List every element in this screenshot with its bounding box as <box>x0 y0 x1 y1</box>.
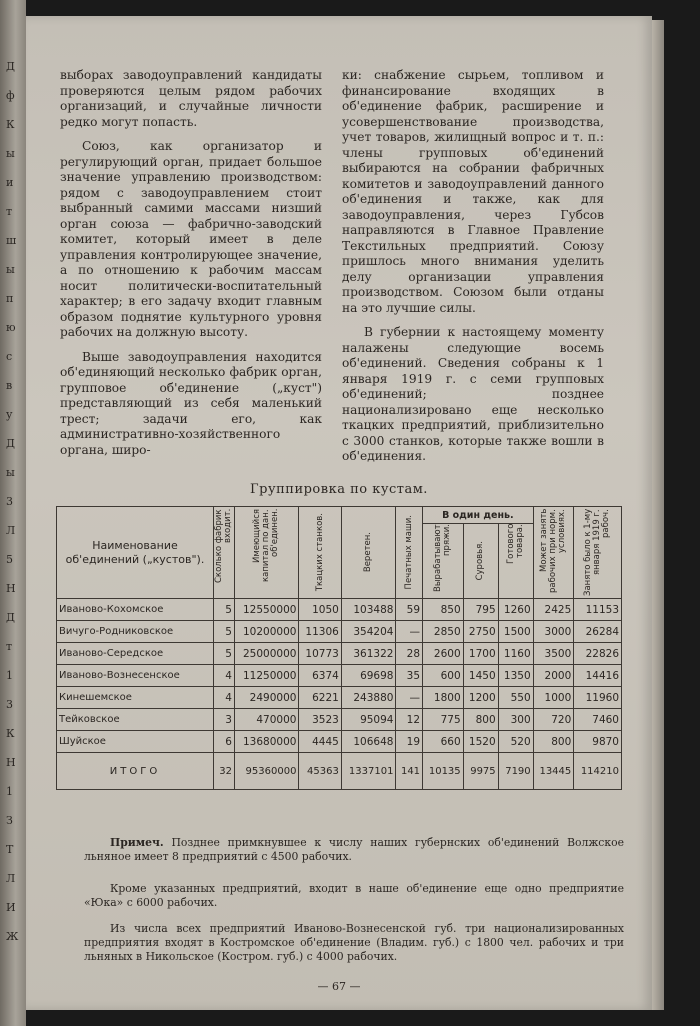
column-header: Ткацких станков. <box>299 507 341 599</box>
page-stack-edge <box>652 20 664 1010</box>
row-name: Вичуго-Родниковское <box>57 621 214 643</box>
table-cell: 25000000 <box>234 643 298 665</box>
left-page-fragment: Л <box>6 872 16 885</box>
left-page-fragment: И <box>6 901 16 914</box>
left-page-fragment: 3 <box>6 698 13 711</box>
row-name: Шуйское <box>57 731 214 753</box>
table-cell: 2850 <box>423 621 464 643</box>
table-cell: 9870 <box>574 731 622 753</box>
table-cell: 243880 <box>341 687 396 709</box>
paragraph: В губернии к настоящему моменту налажены следующие восемь об'единений. Сведения собраны к 1 января 1919 г. с семи групповых об'единений; позднее национализировано еще несколько ткацких предприятий, приблизительно с 3000 станков, которые также вошли в об'единения. <box>342 325 604 463</box>
table-cell: 800 <box>463 709 498 731</box>
table-cell: 1350 <box>498 665 533 687</box>
table-cell: 11306 <box>299 621 341 643</box>
left-page-fragment: Т <box>6 843 14 856</box>
paragraph: Союз, как организатор и регулирующий орган, придает большое значение управлению производством: рядом с заводоуправлением стоит выбранный самими массами низший орган союза — фабрично-заводский комитет, который имеет в деле управления контролирующее значение, а по отношению к рабочим массам носит политически-воспитательный характер; в его задачу входит главным образом поднятие культурного уровня рабочих на должную высоту. <box>60 139 322 339</box>
left-page-fragment: Л <box>6 524 16 537</box>
paragraph: выборах заводоуправлений кандидаты проверяются целым рядом рабочих организаций, и случайные личности редко могут попасть. <box>60 68 322 129</box>
left-page-fragment: 3 <box>6 495 13 508</box>
table-cell: 35 <box>396 665 423 687</box>
table-cell: 470000 <box>234 709 298 731</box>
table-cell: 1200 <box>463 687 498 709</box>
table-cell: 361322 <box>341 643 396 665</box>
page-number: — 67 — <box>317 980 361 993</box>
table-cell: 520 <box>498 731 533 753</box>
left-page-fragment: в <box>6 379 13 392</box>
table-cell: 10135 <box>423 753 464 790</box>
table-cell: 6374 <box>299 665 341 687</box>
left-page-fragment: и <box>6 176 14 189</box>
table-cell: 4 <box>214 687 235 709</box>
table-total-row <box>57 753 622 790</box>
table-cell: 2600 <box>423 643 464 665</box>
left-page-fragment: ю <box>6 321 16 334</box>
column-header: Печатных маши. <box>396 507 423 599</box>
table-cell: 1500 <box>498 621 533 643</box>
column-header: Имеющийся капитал по дан. об'единен. <box>234 507 298 599</box>
left-page-fragment: 1 <box>6 669 13 682</box>
paragraph: Выше заводоуправления находится об'единяющий несколько фабрик орган, групповое об'единение („куст") представляющий из себя маленький трест; задачи его, как административно-хозяйственного органа, широ- <box>60 349 322 457</box>
table-cell: 2000 <box>533 665 574 687</box>
table-cell: 13680000 <box>234 731 298 753</box>
column-header: Вырабатывают пряжи. <box>423 524 464 599</box>
left-page-fragment: К <box>6 727 15 740</box>
left-page-fragment: Д <box>6 60 15 73</box>
note-2 <box>84 882 624 910</box>
left-page-fragment: ы <box>6 263 15 276</box>
table-cell: 1160 <box>498 643 533 665</box>
table-cell: 660 <box>423 731 464 753</box>
note-text: Кроме указанных предприятий, входит в наше об'единение еще одно предприятие «Юка» с 6000 рабочих. <box>84 882 624 909</box>
grouping-table <box>56 506 622 790</box>
left-page-fragment: Н <box>6 756 16 769</box>
table-cell: 6 <box>214 731 235 753</box>
column-header: Веретен. <box>341 507 396 599</box>
table-cell: 69698 <box>341 665 396 687</box>
left-page-fragment: ы <box>6 147 15 160</box>
table-cell: 10200000 <box>234 621 298 643</box>
left-page-fragment: Ж <box>6 930 19 943</box>
table-cell: 95094 <box>341 709 396 731</box>
table-cell: 2425 <box>533 599 574 621</box>
table-cell: 11960 <box>574 687 622 709</box>
row-name: Тейковское <box>57 709 214 731</box>
previous-page-edge <box>0 0 26 1026</box>
table-cell: 59 <box>396 599 423 621</box>
table-cell: 3 <box>214 709 235 731</box>
table-cell: 7460 <box>574 709 622 731</box>
table-cell: 106648 <box>341 731 396 753</box>
left-page-fragment: Н <box>6 582 16 595</box>
table-row <box>57 599 622 621</box>
column-header: Сколько фабрик входит. <box>214 507 235 599</box>
left-page-fragment: 1 <box>6 785 13 798</box>
left-page-fragment: 5 <box>6 553 13 566</box>
table-cell: 4445 <box>299 731 341 753</box>
table-cell: 32 <box>214 753 235 790</box>
left-page-fragment: К <box>6 118 15 131</box>
table-cell: 13445 <box>533 753 574 790</box>
left-page-fragment: ш <box>6 234 17 247</box>
left-page-fragment: ф <box>6 89 15 102</box>
table-row <box>57 731 622 753</box>
column-header: Занято было к 1-му января 1919 г. рабоч. <box>574 507 622 599</box>
table-row <box>57 709 622 731</box>
table-cell: 5 <box>214 643 235 665</box>
table-cell: 795 <box>463 599 498 621</box>
table-cell: 14416 <box>574 665 622 687</box>
row-name: Иваново-Кохомское <box>57 599 214 621</box>
table-cell: 12 <box>396 709 423 731</box>
column-header: Суровья. <box>463 524 498 599</box>
table-cell: 1700 <box>463 643 498 665</box>
paragraph: ки: снабжение сырьем, топливом и финансирование входящих в об'единение фабрик, расширение и усовершенствование производства, учет товаров, жилищный вопрос и т. п.: члены групповых об'единений выбираются на собрании фабричных комитетов и заводоуправлений данного об'единения и также, как для заводоуправления, через Губсов направляются в Главное Правление Текстильных предприятий. Союзу пришлось много внимания уделить делу организации управления производством. Союзом были отданы на это лучшие силы. <box>342 68 604 315</box>
table-cell: 11250000 <box>234 665 298 687</box>
left-page-fragment: Д <box>6 437 15 450</box>
table-cell: 3523 <box>299 709 341 731</box>
table-cell: 141 <box>396 753 423 790</box>
table-cell: 1800 <box>423 687 464 709</box>
table-cell: 22826 <box>574 643 622 665</box>
row-name: Иваново-Вознесенское <box>57 665 214 687</box>
table-cell: 2490000 <box>234 687 298 709</box>
table-cell: 600 <box>423 665 464 687</box>
table-title: Группировка по кустам. <box>250 482 428 497</box>
table-cell: 354204 <box>341 621 396 643</box>
table-cell: 3000 <box>533 621 574 643</box>
table-cell: 11153 <box>574 599 622 621</box>
table-cell: 550 <box>498 687 533 709</box>
table-cell: 775 <box>423 709 464 731</box>
table-cell: 4 <box>214 665 235 687</box>
left-page-fragment: Д <box>6 611 15 624</box>
note-3 <box>84 922 624 964</box>
left-page-fragment: ы <box>6 466 15 479</box>
table-row <box>57 665 622 687</box>
row-name: Иваново-Середское <box>57 643 214 665</box>
table-cell: 114210 <box>574 753 622 790</box>
left-page-fragment: с <box>6 350 13 363</box>
table-cell: 1450 <box>463 665 498 687</box>
table-cell: — <box>396 687 423 709</box>
table-cell: 1337101 <box>341 753 396 790</box>
table-cell: 95360000 <box>234 753 298 790</box>
group-header: В один день. <box>423 507 534 524</box>
table-cell: 28 <box>396 643 423 665</box>
table-cell: 850 <box>423 599 464 621</box>
left-page-fragment: т <box>6 640 13 653</box>
column-header: Готового товара. <box>498 524 533 599</box>
table-cell: 800 <box>533 731 574 753</box>
table-cell: 5 <box>214 599 235 621</box>
table-cell: 9975 <box>463 753 498 790</box>
table-cell: — <box>396 621 423 643</box>
table-row <box>57 687 622 709</box>
table-cell: 1520 <box>463 731 498 753</box>
book-page <box>26 16 652 1010</box>
table-cell: 5 <box>214 621 235 643</box>
row-name: ИТОГО <box>57 753 214 790</box>
table-cell: 7190 <box>498 753 533 790</box>
table-cell: 1260 <box>498 599 533 621</box>
table-cell: 720 <box>533 709 574 731</box>
table-cell: 19 <box>396 731 423 753</box>
left-page-fragment: у <box>6 408 13 421</box>
table-cell: 103488 <box>341 599 396 621</box>
name-column-header: Наименование об'единений („кустов"). <box>57 507 214 599</box>
table-cell: 6221 <box>299 687 341 709</box>
table-cell: 26284 <box>574 621 622 643</box>
table-row <box>57 621 622 643</box>
row-name: Кинешемское <box>57 687 214 709</box>
note-text: Позднее примкнувшее к числу наших губернских об'единений Волжское льняное имеет 8 предприятий с 4500 рабочих. <box>84 836 624 863</box>
note-text: Из числа всех предприятий Иваново-Вознесенской губ. три национализированных предприятия входят в Костромское об'единение (Владим. губ.) с 1800 чел. рабочих и три льняных в Никольское (Костром. губ.) с 4000 рабочих. <box>84 922 624 963</box>
left-page-fragment: т <box>6 205 13 218</box>
table-cell: 2750 <box>463 621 498 643</box>
table-cell: 3500 <box>533 643 574 665</box>
table-cell: 12550000 <box>234 599 298 621</box>
table-cell: 1000 <box>533 687 574 709</box>
table-cell: 45363 <box>299 753 341 790</box>
right-text-column <box>342 68 604 474</box>
left-page-fragment: п <box>6 292 14 305</box>
table-cell: 10773 <box>299 643 341 665</box>
note-1 <box>84 836 624 864</box>
note-label: Примеч. <box>110 836 164 849</box>
table-row <box>57 643 622 665</box>
table-cell: 1050 <box>299 599 341 621</box>
left-page-fragment: З <box>6 814 13 827</box>
left-text-column <box>60 68 322 467</box>
column-header: Может занять рабочих при норм. условиях. <box>533 507 574 599</box>
table-cell: 300 <box>498 709 533 731</box>
